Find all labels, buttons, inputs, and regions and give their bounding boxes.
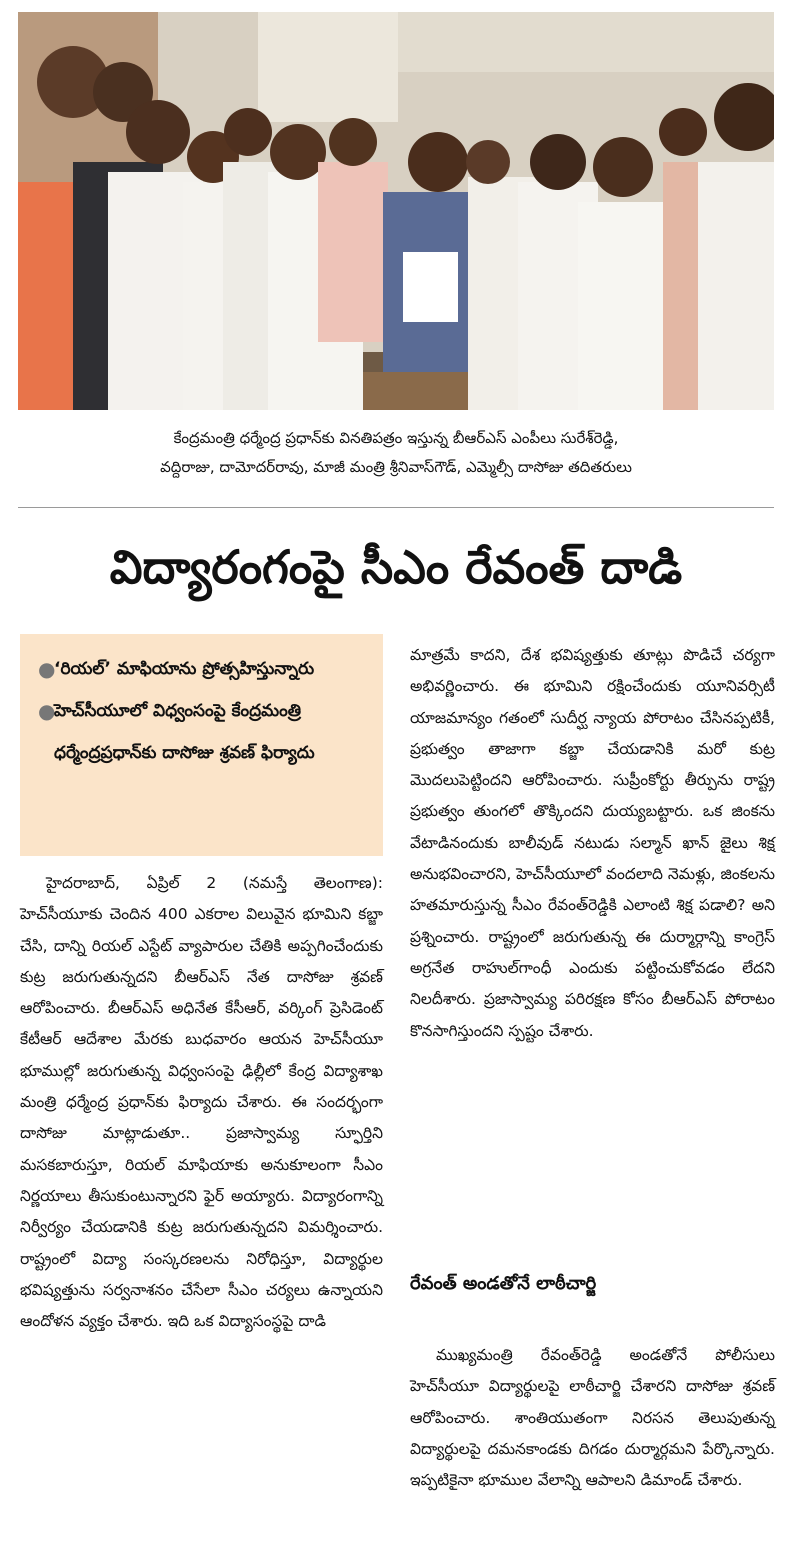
body-paragraph: హైదరాబాద్‌, ఏప్రిల్‌ 2 (నమస్తే తెలంగాణ): హెచ్‌సీయూకు చెందిన 400 ఎకరాల విలువైన భూమిని కబ్జా చేసి, దాన్ని రియల్‌ ఎస్టేట్‌ వ్యాపారుల చేతికి అప్పగించేందుకు కుట్ర జరుగుతున్నదని బీఆర్‌ఎస్‌ నేత దాసోజు శ్రవణ్‌ ఆరోపించారు. బీఆర్‌ఎస్‌ అధినేత కేసీఆర్‌, వర్కింగ్‌ ప్రెసిడెంట్‌ కేటీఆర్‌ ఆదేశాల మేరకు బుధవారం ఆయన హెచ్‌సీయూ భూముల్లో జరుగుతున్న విధ్వంసంపై ఢిల్లీలో కేంద్ర విద్యాశాఖ మంత్రి ధర్మేంద్ర ప్రధాన్‌కు ఫిర్యాదు చేశారు. ఈ సందర్భంగా దాసోజు మాట్లాడుతూ.. ప్రజాస్వామ్య స్ఫూర్తిని మసకబారుస్తూ, రియల్‌ మాఫియాకు అనుకూలంగా సీఎం నిర్ణయాలు తీసుకుంటున్నారని ఫైర్‌ అయ్యారు. విద్యారంగాన్ని నిర్వీర్యం చేయడానికి కుట్ర జరుగుతున్నదని విమర్శించారు. రాష్ట్రంలో విద్యా సంస్కరణలను నిరోధిస్తూ, విద్యార్థుల భవిష్యత్తును సర్వనాశనం చేసేలా సీఎం చర్యలు ఉన్నాయని ఆందోళన వ్యక్తం చేశారు. ఇది ఒక విద్యాసంస్థపై దాడి: [20, 874, 383, 1331]
subheading: రేవంత్‌ అండతోనే లాఠీచార్జి: [410, 1273, 597, 1294]
body-paragraph: ముఖ్యమంత్రి రేవంత్‌రెడ్డి అండతోనే పోలీసులు హెచ్‌సీయూ విద్యార్థులపై లాఠీచార్జి చేశారని దాసోజు శ్రవణ్‌ ఆరోపించారు. శాంతియుతంగా నిరసన తెలుపుతున్న విద్యార్థులపై దమనకాండకు దిగడం దుర్మార్గమని పేర్కొన్నారు. ఇప్పటికైనా భూముల వేలాన్ని ఆపాలని డిమాండ్‌ చేశారు.: [410, 1346, 775, 1490]
bullet-icon: ●: [38, 699, 56, 723]
divider: [18, 507, 774, 508]
article-body-left: [20, 868, 383, 1337]
highlights-box: [20, 634, 383, 856]
body-paragraph: మాత్రమే కాదని, దేశ భవిష్యత్తుకు తూట్లు పొడిచే చర్యగా అభివర్ణించారు. ఈ భూమిని రక్షించేందుకు యూనివర్సిటీ యాజమాన్యం గతంలో సుదీర్ఘ న్యాయ పోరాటం చేసినప్పటికీ, ప్రభుత్వం తాజాగా కబ్జా చేయడానికి మరో కుట్ర మొదలుపెట్టిందని ఆరోపించారు. సుప్రీంకోర్టు తీర్పును రాష్ట్ర ప్రభుత్వం తుంగలో తొక్కిందని దుయ్యబట్టారు. ఒక జింకను వేటాడినందుకు బాలీవుడ్‌ నటుడు సల్మాన్‌ ఖాన్‌ జైలు శిక్ష అనుభవించారని, హెచ్‌సీయూలో వందలాది నెమళ్లు, జింకలను హతమారుస్తున్న సీఎం రేవంత్‌రెడ్డికి ఎలాంటి శిక్ష పడాలి? అని ప్రశ్నించారు. రాష్ట్రంలో జరుగుతున్న ఈ దుర్మార్గాన్ని కాంగ్రెస్‌ అగ్రనేత రాహుల్‌గాంధీ ఎందుకు పట్టించుకోవడం లేదని నిలదీశారు. ప్రజాస్వామ్య పరిరక్షణ కోసం బీఆర్‌ఎస్‌ పోరాటం కొనసాగిస్తుందని స్పష్టం చేశారు.: [410, 646, 776, 1040]
highlight-item: [38, 648, 371, 690]
photo-caption: [18, 424, 774, 482]
article-body-right: [410, 640, 775, 1047]
caption-line-1: కేంద్రమంత్రి ధర్మేంద్ర ప్రధాన్‌కు వినతిపత్రం ఇస్తున్న బీఆర్‌ఎస్‌ ఎంపీలు సురేశ్‌రెడ్డి,: [173, 429, 619, 447]
headline: విద్యారంగంపై సీఎం రేవంత్‌ దాడి: [109, 540, 683, 594]
caption-line-2: వద్దిరాజు, దామోదర్‌రావు, మాజీ మంత్రి శ్రీనివాస్‌గౌడ్‌, ఎమ్మెల్సీ దాసోజు తదితరులు: [160, 458, 632, 476]
article-body-right-continued: [410, 1340, 775, 1496]
highlight-text: ‘రియల్‌’ మాఫియాను ప్రోత్సహిస్తున్నారు: [54, 659, 315, 679]
highlight-item: [38, 690, 371, 774]
group-photo-illustration: [18, 12, 774, 410]
highlight-text: హెచ్‌సీయూలో విధ్వంసంపై కేంద్రమంత్రి ధర్మేంద్రప్రధాన్‌కు దాసోజు శ్రవణ్‌ ఫిర్యాదు: [54, 701, 315, 763]
bullet-icon: ●: [38, 657, 56, 681]
news-photo: [18, 12, 774, 410]
